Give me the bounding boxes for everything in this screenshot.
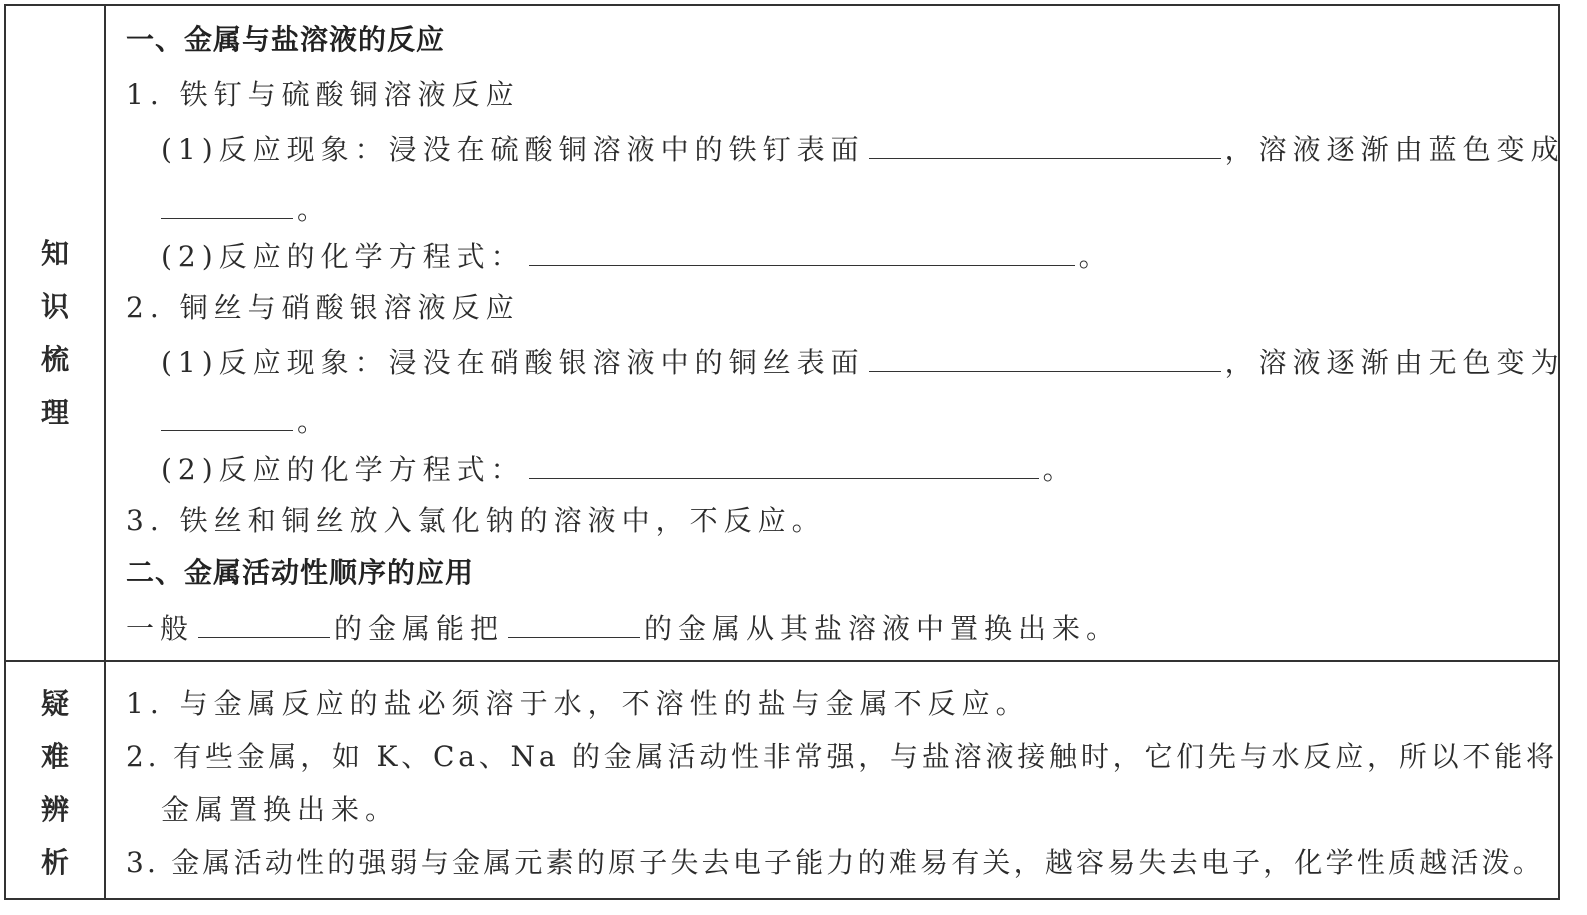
difficulty-item-2: 2. 有些金属，如 K、Ca、Na 的金属活动性非常强，与盐溶液接触时，它们先与水反应，所以不能将 (126, 740, 1558, 773)
item1-equation-period: 。 (1078, 240, 1113, 273)
item1-equation-label: (2)反应的化学方程式： (161, 240, 525, 273)
item2-phenomenon-text-b: ，溶液逐渐由无色变为 (1224, 346, 1565, 379)
item2-equation-blank[interactable] (529, 454, 1039, 479)
difficulties-section (6, 662, 1558, 900)
item1-phenomenon-line (161, 134, 1565, 164)
difficulties-label-char: 难 (40, 740, 69, 773)
heading-activity-series: 二、金属活动性顺序的应用 (126, 556, 475, 589)
activity-rule-line (126, 613, 1120, 643)
item2-title: 2. 铜丝与硝酸银溶液反应 (126, 291, 520, 324)
item1-equation-line (161, 241, 1113, 271)
difficulties-label-char: 疑 (40, 687, 69, 720)
difficulties-label-char: 析 (40, 846, 69, 879)
knowledge-label-char: 识 (40, 290, 69, 323)
item2-equation-period: 。 (1042, 453, 1077, 486)
activity-less-active-blank[interactable] (508, 613, 640, 638)
item1-equation-blank[interactable] (529, 241, 1075, 266)
item1-title: 1. 铁钉与硫酸铜溶液反应 (126, 78, 520, 111)
item2-phenomenon-text-a: (1)反应现象：浸没在硝酸银溶液中的铜丝表面 (161, 346, 865, 379)
item2-color-blank[interactable] (161, 406, 293, 431)
item2-period: 。 (297, 405, 332, 438)
knowledge-section (6, 6, 1565, 662)
item1-phenomenon-cont (161, 194, 331, 224)
difficulties-label-char: 辨 (40, 793, 69, 826)
item2-surface-blank[interactable] (869, 347, 1221, 372)
difficulty-item-2-cont: 金属置换出来。 (161, 793, 400, 826)
activity-rule-text-a: 一般 (126, 612, 195, 645)
knowledge-label-char: 理 (40, 396, 69, 429)
knowledge-label-char: 梳 (40, 343, 69, 376)
difficulties-label-column (6, 662, 106, 900)
item1-surface-blank[interactable] (869, 134, 1221, 159)
summary-table (4, 4, 1565, 900)
item2-equation-label: (2)反应的化学方程式： (161, 453, 525, 486)
item1-color-blank[interactable] (161, 194, 293, 219)
item3-text: 3. 铁丝和铜丝放入氯化钠的溶液中，不反应。 (126, 504, 826, 537)
item1-phenomenon-text-a: (1)反应现象：浸没在硫酸铜溶液中的铁钉表面 (161, 133, 865, 166)
item2-equation-line (161, 454, 1077, 484)
item2-phenomenon-cont (161, 406, 331, 436)
difficulty-item-1: 1. 与金属反应的盐必须溶于水，不溶性的盐与金属不反应。 (126, 687, 1030, 720)
difficulty-item-3: 3. 金属活动性的强弱与金属元素的原子失去电子能力的难易有关，越容易失去电子，化学性质越活泼。 (126, 846, 1545, 879)
activity-rule-text-b: 的金属能把 (334, 612, 505, 645)
activity-active-blank[interactable] (198, 613, 330, 638)
activity-rule-text-c: 的金属从其盐溶液中置换出来。 (644, 612, 1121, 645)
knowledge-label-char: 知 (40, 237, 69, 270)
knowledge-label-column (6, 6, 106, 660)
item1-period: 。 (297, 193, 332, 226)
item2-phenomenon-line (161, 347, 1565, 377)
heading-metal-salt-reaction: 一、金属与盐溶液的反应 (126, 23, 446, 56)
item1-phenomenon-text-b: ，溶液逐渐由蓝色变成 (1224, 133, 1565, 166)
